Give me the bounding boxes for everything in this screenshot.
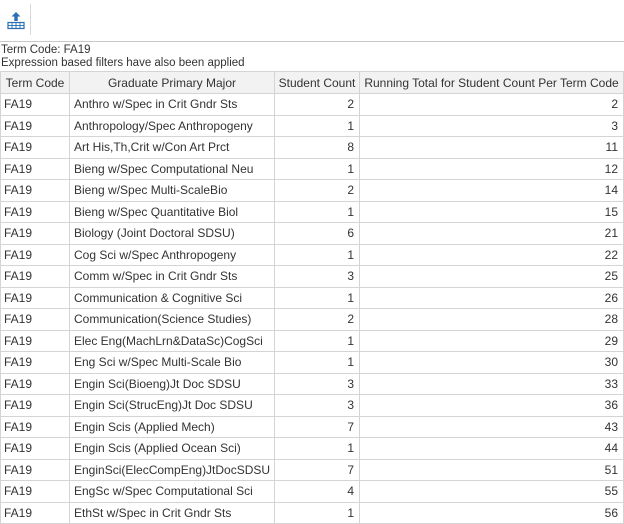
export-button[interactable] [1,4,31,35]
table-row [1,438,624,460]
cell-student-count: 7 [275,416,360,438]
cell-graduate-primary-major: Communication & Cognitive Sci [70,287,275,309]
cell-running-total: 11 [360,137,624,159]
cell-graduate-primary-major: Art His,Th,Crit w/Con Art Prct [70,137,275,159]
cell-student-count: 1 [275,158,360,180]
cell-running-total: 26 [360,287,624,309]
cell-term-code: FA19 [1,330,70,352]
table-row [1,352,624,374]
cell-student-count: 1 [275,352,360,374]
term-code-filter-label: Term Code: FA19 [1,44,91,56]
cell-graduate-primary-major: Communication(Science Studies) [70,309,275,331]
cell-student-count: 4 [275,481,360,503]
table-row [1,158,624,180]
cell-graduate-primary-major: Bieng w/Spec Multi-ScaleBio [70,180,275,202]
table-row [1,244,624,266]
cell-student-count: 3 [275,395,360,417]
cell-term-code: FA19 [1,395,70,417]
cell-running-total: 3 [360,115,624,137]
table-row [1,94,624,116]
cell-student-count: 1 [275,287,360,309]
cell-running-total: 15 [360,201,624,223]
table-row [1,201,624,223]
table-row [1,395,624,417]
cell-graduate-primary-major: EnginSci(ElecCompEng)JtDocSDSU [70,459,275,481]
cell-graduate-primary-major: Cog Sci w/Spec Anthropogeny [70,244,275,266]
cell-graduate-primary-major: Engin Scis (Applied Mech) [70,416,275,438]
cell-term-code: FA19 [1,416,70,438]
column-header-student-count[interactable]: Student Count [275,72,360,94]
cell-term-code: FA19 [1,438,70,460]
cell-student-count: 1 [275,201,360,223]
cell-term-code: FA19 [1,373,70,395]
table-row [1,266,624,288]
cell-running-total: 30 [360,352,624,374]
column-header-running-total[interactable]: Running Total for Student Count Per Term Code [360,72,624,94]
cell-running-total: 28 [360,309,624,331]
export-upload-icon [6,10,26,30]
table-row [1,180,624,202]
table-row [1,481,624,503]
cell-student-count: 3 [275,266,360,288]
cell-term-code: FA19 [1,459,70,481]
cell-running-total: 25 [360,266,624,288]
cell-term-code: FA19 [1,352,70,374]
cell-graduate-primary-major: Bieng w/Spec Quantitative Biol [70,201,275,223]
cell-running-total: 55 [360,481,624,503]
cell-running-total: 2 [360,94,624,116]
cell-student-count: 1 [275,115,360,137]
cell-student-count: 6 [275,223,360,245]
cell-graduate-primary-major: Anthropology/Spec Anthropogeny [70,115,275,137]
cell-term-code: FA19 [1,94,70,116]
cell-running-total: 44 [360,438,624,460]
cell-student-count: 2 [275,180,360,202]
cell-term-code: FA19 [1,309,70,331]
cell-term-code: FA19 [1,266,70,288]
cell-graduate-primary-major: Engin Sci(Bioeng)Jt Doc SDSU [70,373,275,395]
cell-term-code: FA19 [1,201,70,223]
cell-running-total: 56 [360,502,624,524]
results-table [0,71,624,524]
column-header-graduate-primary-major[interactable]: Graduate Primary Major [70,72,275,94]
cell-graduate-primary-major: Biology (Joint Doctoral SDSU) [70,223,275,245]
cell-graduate-primary-major: EngSc w/Spec Computational Sci [70,481,275,503]
cell-student-count: 2 [275,94,360,116]
cell-running-total: 14 [360,180,624,202]
cell-running-total: 43 [360,416,624,438]
table-row [1,373,624,395]
cell-running-total: 51 [360,459,624,481]
table-row [1,137,624,159]
cell-graduate-primary-major: EthSt w/Spec in Crit Gndr Sts [70,502,275,524]
table-row [1,502,624,524]
cell-term-code: FA19 [1,244,70,266]
cell-term-code: FA19 [1,115,70,137]
filter-note: Expression based filters have also been applied [1,57,245,69]
table-row [1,287,624,309]
table-row [1,223,624,245]
cell-graduate-primary-major: Bieng w/Spec Computational Neu [70,158,275,180]
table-row [1,416,624,438]
cell-student-count: 2 [275,309,360,331]
cell-student-count: 3 [275,373,360,395]
cell-running-total: 36 [360,395,624,417]
toolbar [0,0,624,42]
cell-running-total: 12 [360,158,624,180]
cell-running-total: 21 [360,223,624,245]
cell-term-code: FA19 [1,158,70,180]
cell-graduate-primary-major: Engin Scis (Applied Ocean Sci) [70,438,275,460]
cell-running-total: 29 [360,330,624,352]
table-row [1,459,624,481]
cell-running-total: 22 [360,244,624,266]
cell-term-code: FA19 [1,481,70,503]
cell-term-code: FA19 [1,180,70,202]
cell-student-count: 7 [275,459,360,481]
column-header-term-code[interactable]: Term Code [1,72,70,94]
table-row [1,115,624,137]
table-row [1,330,624,352]
cell-term-code: FA19 [1,137,70,159]
cell-student-count: 1 [275,502,360,524]
cell-term-code: FA19 [1,502,70,524]
cell-term-code: FA19 [1,287,70,309]
cell-student-count: 1 [275,438,360,460]
table-header-row [1,72,624,94]
cell-graduate-primary-major: Elec Eng(MachLrn&DataSc)CogSci [70,330,275,352]
cell-graduate-primary-major: Eng Sci w/Spec Multi-Scale Bio [70,352,275,374]
cell-student-count: 1 [275,330,360,352]
cell-term-code: FA19 [1,223,70,245]
cell-graduate-primary-major: Anthro w/Spec in Crit Gndr Sts [70,94,275,116]
cell-graduate-primary-major: Comm w/Spec in Crit Gndr Sts [70,266,275,288]
cell-student-count: 8 [275,137,360,159]
table-row [1,309,624,331]
cell-graduate-primary-major: Engin Sci(StrucEng)Jt Doc SDSU [70,395,275,417]
cell-running-total: 33 [360,373,624,395]
cell-student-count: 1 [275,244,360,266]
